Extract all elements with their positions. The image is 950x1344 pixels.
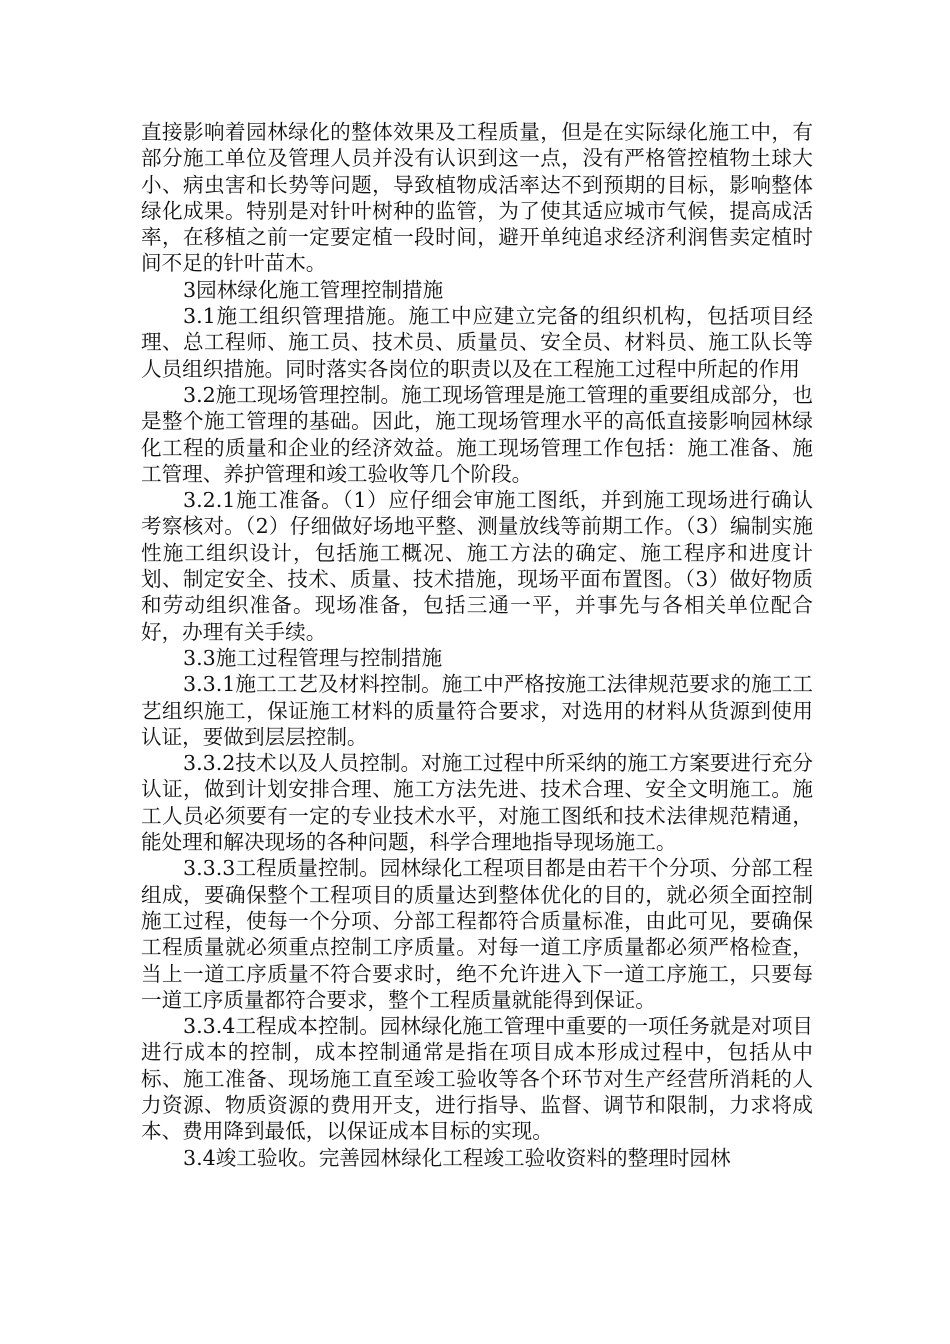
paragraph-3-3-2: 3.3.2技术以及人员控制。对施工过程中所采纳的施工方案要进行充分认证，做到计划安排合理、施工方法先进、技术合理、安全文明施工。施工人员必须要有一定的专业技术水平，对施工图纸和技术法律规范精通，能处理和解决现场的各种问题，科学合理地指导现场施工。: [141, 751, 813, 855]
paragraph-3-4: 3.4竣工验收。完善园林绿化工程竣工验收资料的整理时园林: [183, 1145, 731, 1170]
paragraph-3-3-1: 3.3.1施工工艺及材料控制。施工中严格按施工法律规范要求的施工工艺组织施工，保证施工材料的质量符合要求，对选用的材料从货源到使用认证，要做到层层控制。: [141, 672, 813, 749]
document-body: [141, 119, 813, 1171]
paragraph-3-3-3: 3.3.3工程质量控制。园林绿化工程项目都是由若干个分项、分部工程组成，要确保整个工程项目的质量达到整体优化的目的，就必须全面控制施工过程，使每一个分项、分部工程都符合质量标准，由此可见，要确保工程质量就必须重点控制工序质量。对每一道工序质量都必须严格检查，当上一道工序质量不符合要求时，绝不允许进入下一道工序施工，只要每一道工序质量都符合要求，整个工程质量就能得到保证。: [141, 856, 813, 1012]
paragraph-3-2-1: 3.2.1施工准备。（1）应仔细会审施工图纸，并到施工现场进行确认考察核对。（2）仔细做好场地平整、测量放线等前期工作。（3）编制实施性施工组织设计，包括施工概况、施工方法的确定、施工程序和进度计划、制定安全、技术、质量、技术措施，现场平面布置图。（3）做好物质和劳动组织准备。现场准备，包括三通一平，并事先与各相关单位配合好，办理有关手续。: [141, 488, 813, 644]
paragraph-3-2: 3.2施工现场管理控制。施工现场管理是施工管理的重要组成部分，也是整个施工管理的基础。因此，施工现场管理水平的高低直接影响园林绿化工程的质量和企业的经济效益。施工现场管理工作包括：施工准备、施工管理、养护管理和竣工验收等几个阶段。: [141, 382, 813, 486]
paragraph-3-3-4: 3.3.4工程成本控制。园林绿化施工管理中重要的一项任务就是对项目进行成本的控制，成本控制通常是指在项目成本形成过程中，包括从中标、施工准备、现场施工直至竣工验收等各个环节对生产经营所消耗的人力资源、物质资源的费用开支，进行指导、监督、调节和限制，力求将成本、费用降到最低，以保证成本目标的实现。: [141, 1014, 813, 1144]
section-heading-3-3: 3.3施工过程管理与控制措施: [183, 645, 443, 670]
paragraph-intro: 直接影响着园林绿化的整体效果及工程质量，但是在实际绿化施工中，有部分施工单位及管理人员并没有认识到这一点，没有严格管控植物土球大小、病虫害和长势等问题，导致植物成活率达不到预期的目标，影响整体绿化成果。特别是对针叶树种的监管，为了使其适应城市气候，提高成活率，在移植之前一定要定植一段时间，避开单纯追求经济利润售卖定植时间不足的针叶苗木。: [141, 120, 813, 276]
paragraph-3-1: 3.1施工组织管理措施。施工中应建立完备的组织机构，包括项目经理、总工程师、施工员、技术员、质量员、安全员、材料员、施工队长等人员组织措施。同时落实各岗位的职责以及在工程施工过程中所起的作用: [141, 304, 813, 381]
section-heading-3: 3园林绿化施工管理控制措施: [183, 277, 444, 302]
